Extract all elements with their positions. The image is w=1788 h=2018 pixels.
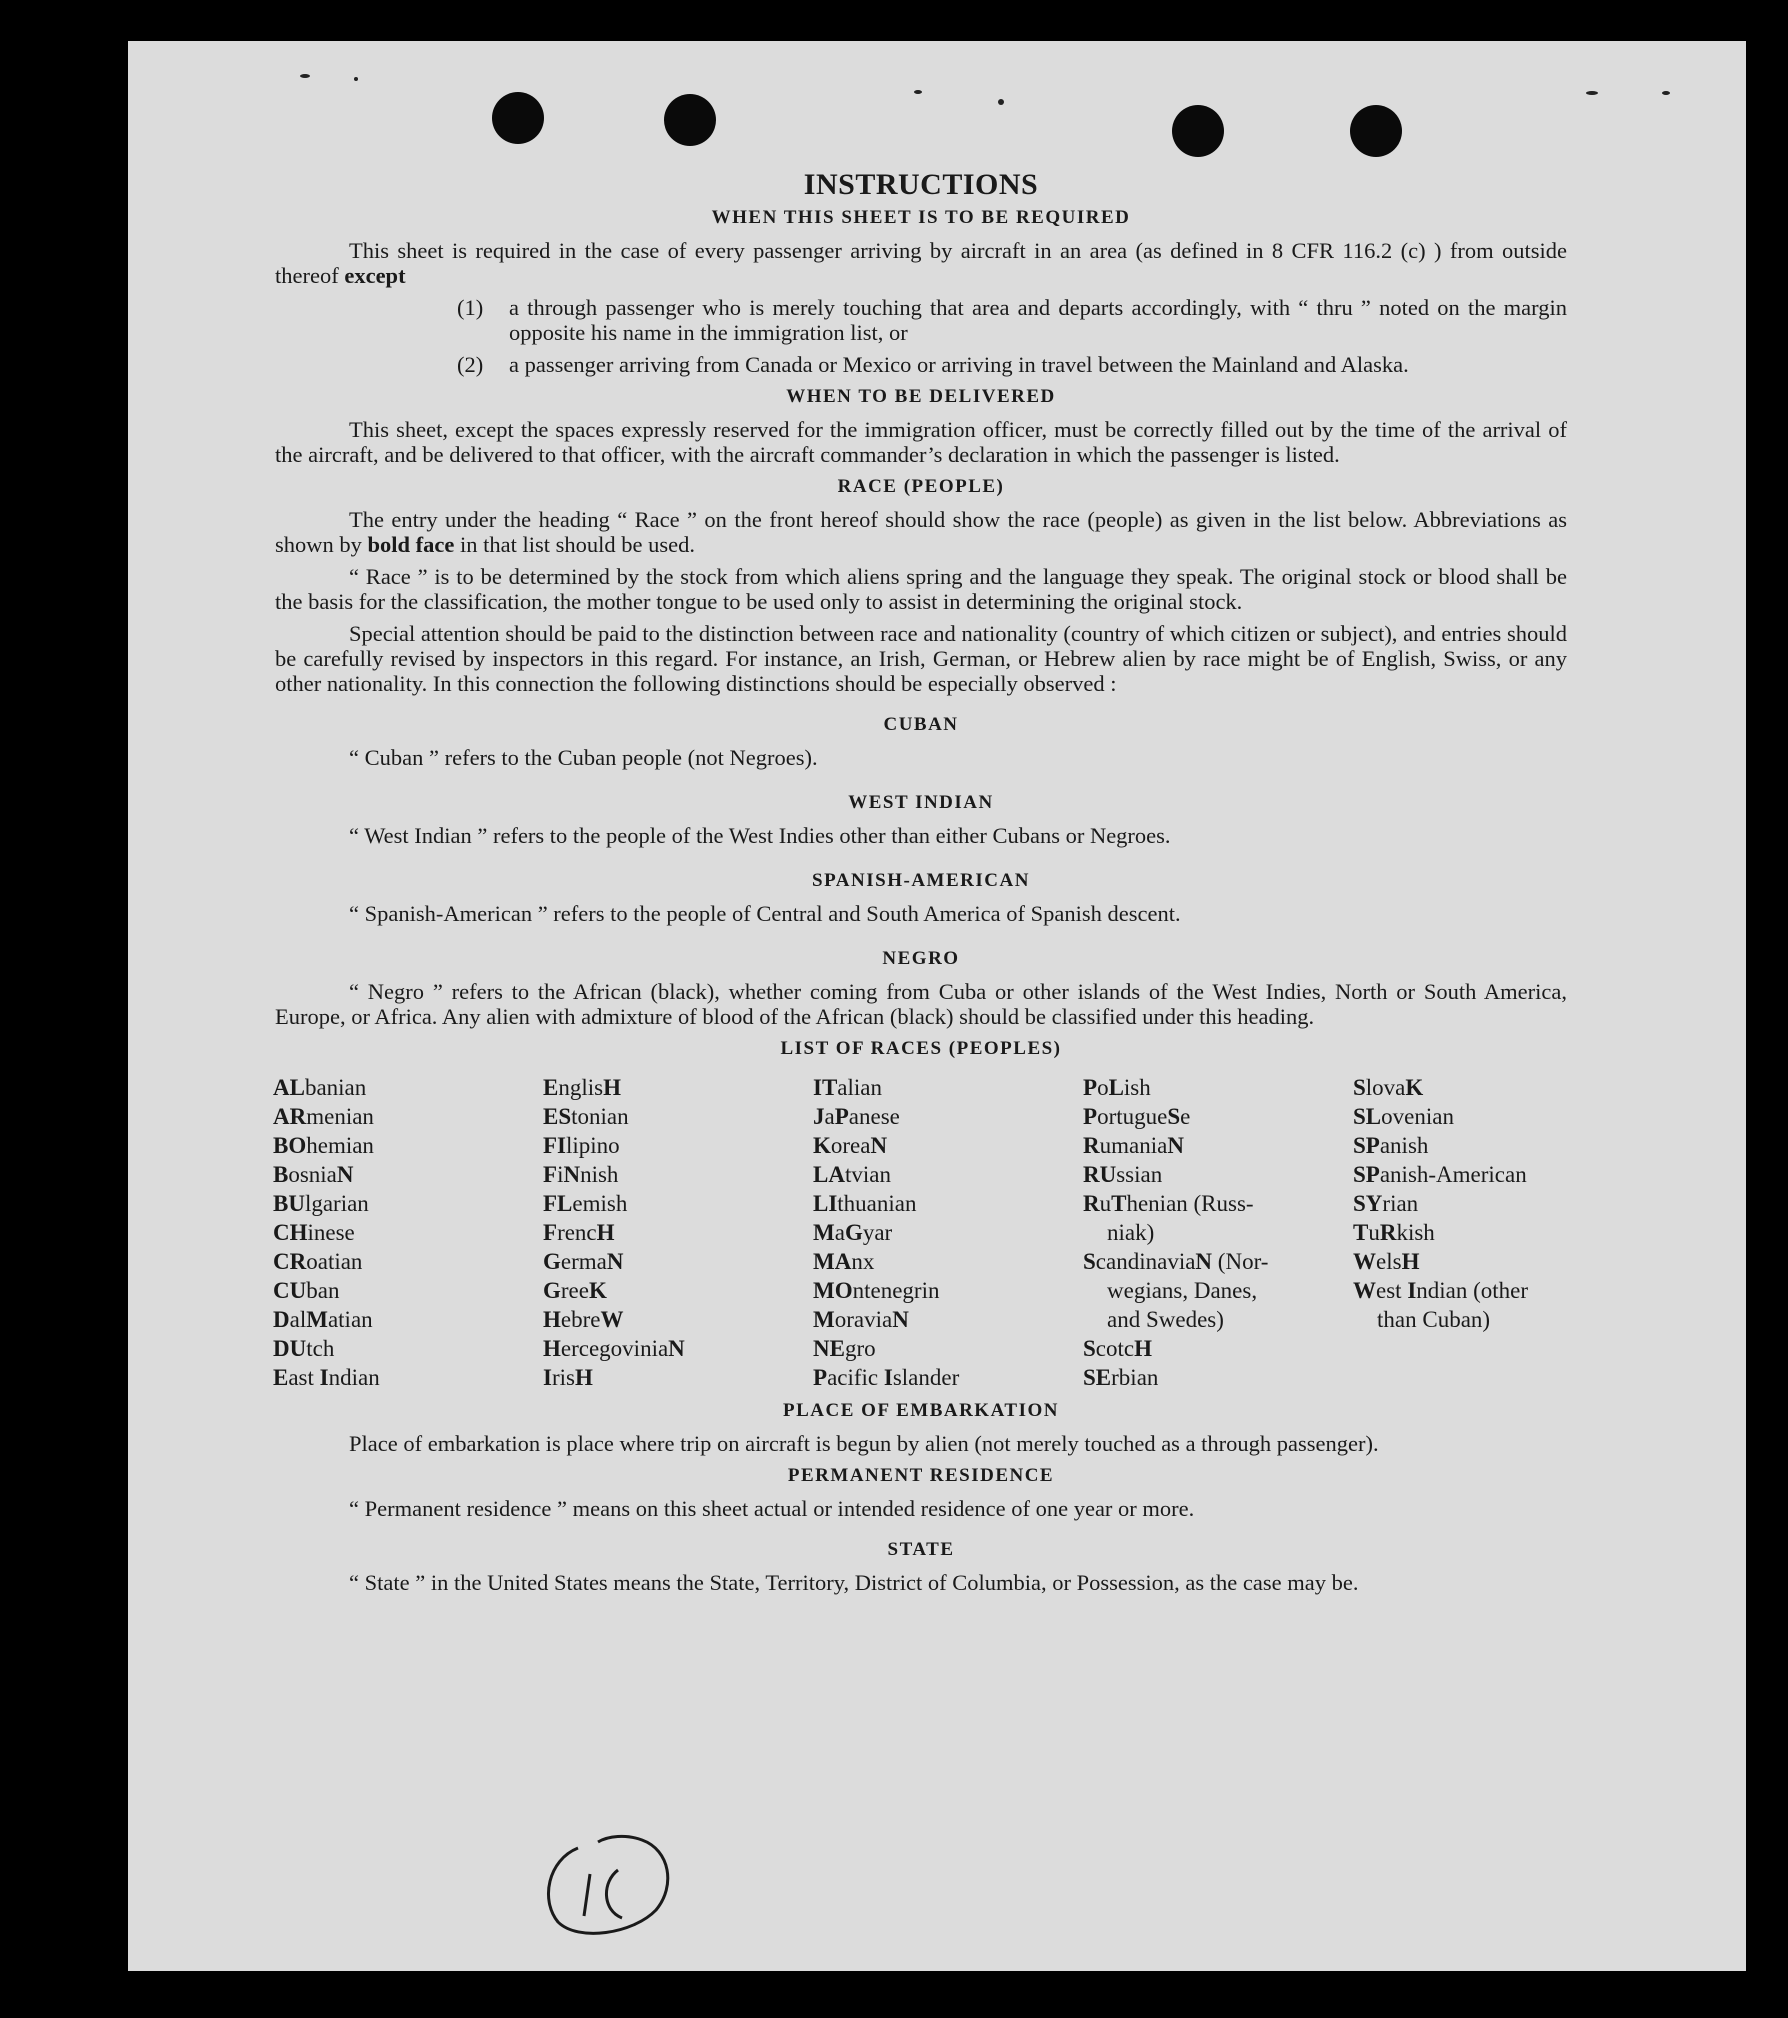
heading-race: RACE (PEOPLE) <box>837 476 1005 497</box>
ink-speck <box>1662 91 1670 95</box>
negro-text: “ Negro ” refers to the African (black), whether coming from Cuba or other islands of the West Indies, North or South America, Europe, or Africa. Any alien with admixture of blood of the African (black) should be classified under this heading. <box>275 979 1567 1029</box>
races-column <box>1353 1073 1565 1392</box>
heading-west-indian: WEST INDIAN <box>848 792 994 813</box>
races-column <box>813 1073 1083 1392</box>
west-indian-text: “ West Indian ” refers to the people of the West Indies other than either Cubans or Negroes. <box>349 823 1171 848</box>
ink-speck <box>914 90 922 94</box>
race-entry: DalMatian <box>273 1307 373 1332</box>
spanish-american-text: “ Spanish-American ” refers to the people of Central and South America of Spanish descent. <box>349 901 1181 926</box>
race-entry: Pacific Islander <box>813 1365 960 1390</box>
race-entry: PortugueSe <box>1083 1104 1191 1129</box>
race-entry: FLemish <box>543 1191 628 1216</box>
race-entry: than Cuban) <box>1377 1307 1491 1332</box>
race-entry: TuRkish <box>1353 1220 1435 1245</box>
races-column <box>1083 1073 1353 1392</box>
race-entry: MOntenegrin <box>813 1278 940 1303</box>
heading-negro: NEGRO <box>882 948 960 969</box>
race-entry: CHinese <box>273 1220 355 1245</box>
race-entry: PoLish <box>1083 1075 1151 1100</box>
state-text: “ State ” in the United States means the State, Territory, District of Columbia, or Possession, as the case may be. <box>349 1570 1359 1595</box>
race-entry: and Swedes) <box>1107 1307 1224 1332</box>
races-list <box>273 1073 1567 1392</box>
race-entry: ScotcH <box>1083 1336 1152 1361</box>
race-entry: SYrian <box>1353 1191 1419 1216</box>
race-entry: GermaN <box>543 1249 624 1274</box>
race-entry: ITalian <box>813 1075 882 1100</box>
race-entry: JaPanese <box>813 1104 900 1129</box>
ink-speck <box>998 99 1004 105</box>
race-entry: BOhemian <box>273 1133 374 1158</box>
race-entry: SErbian <box>1083 1365 1159 1390</box>
punch-hole <box>1350 105 1402 157</box>
heading-state: STATE <box>887 1539 955 1560</box>
race-entry: BUlgarian <box>273 1191 369 1216</box>
race-entry: IrisH <box>543 1365 593 1390</box>
race-entry: LAtvian <box>813 1162 891 1187</box>
race-entry: HercegoviniaN <box>543 1336 685 1361</box>
cuban-text: “ Cuban ” refers to the Cuban people (not Negroes). <box>349 745 818 770</box>
delivered-text: This sheet, except the spaces expressly reserved for the immigration officer, must be correctly filled out by the time of the arrival of the aircraft, and be delivered to that officer, with the aircraft commander’s declaration in which the passenger is listed. <box>275 417 1567 467</box>
race-paragraph-3: Special attention should be paid to the distinction between race and nationality (country of which citizen or subject), and entries should be carefully revised by inspectors in this regard. For instance, an Irish, German, or Hebrew alien by race might be of English, Swiss, or any other nationality. In this connection the following distinctions should be especially observed : <box>275 621 1567 696</box>
heading-spanish-american: SPANISH-AMERICAN <box>812 870 1030 891</box>
required-item-2: (2) a passenger arriving from Canada or Mexico or arriving in travel between the Mainland and Alaska. <box>457 352 1409 377</box>
race-entry: ScandinaviaN (Nor- <box>1083 1249 1269 1274</box>
race-entry: NEgro <box>813 1336 876 1361</box>
races-column <box>273 1073 543 1392</box>
race-entry: EnglisH <box>543 1075 621 1100</box>
race-entry: FrencH <box>543 1220 615 1245</box>
race-entry: niak) <box>1107 1220 1155 1245</box>
race-entry: ARmenian <box>273 1104 374 1129</box>
race-entry: WelsH <box>1353 1249 1420 1274</box>
required-item-1: (1) a through passenger who is merely touching that area and departs accordingly, with “ thru ” noted on the margin opposite his name in the immigration list, or <box>457 295 1567 345</box>
race-entry: LIthuanian <box>813 1191 917 1216</box>
race-entry: SlovaK <box>1353 1075 1424 1100</box>
heading-required: WHEN THIS SHEET IS TO BE REQUIRED <box>711 207 1131 228</box>
race-entry: FiNnish <box>543 1162 619 1187</box>
race-entry: ALbanian <box>273 1075 367 1100</box>
race-entry: GreeK <box>543 1278 607 1303</box>
race-entry: SPanish <box>1353 1133 1429 1158</box>
punch-hole <box>664 94 716 146</box>
race-entry: SLovenian <box>1353 1104 1454 1129</box>
race-entry: RuThenian (Russ- <box>1083 1191 1254 1216</box>
page-title: INSTRUCTIONS <box>803 168 1039 201</box>
required-intro: This sheet is required in the case of every passenger arriving by aircraft in an area (as defined in 8 CFR 116.2 (c) ) from outside thereof except <box>275 238 1567 288</box>
instructions-content <box>273 168 1567 1602</box>
race-entry: EStonian <box>543 1104 629 1129</box>
heading-cuban: CUBAN <box>883 714 959 735</box>
race-entry: KoreaN <box>813 1133 888 1158</box>
race-entry: MoraviaN <box>813 1307 909 1332</box>
race-entry: DUtch <box>273 1336 335 1361</box>
race-entry: BosniaN <box>273 1162 354 1187</box>
race-entry: FIlipino <box>543 1133 620 1158</box>
ink-speck <box>354 77 358 81</box>
heading-embarkation: PLACE OF EMBARKATION <box>783 1400 1059 1421</box>
ink-speck <box>300 74 310 78</box>
race-entry: wegians, Danes, <box>1107 1278 1258 1303</box>
ink-speck <box>1586 91 1598 95</box>
heading-residence: PERMANENT RESIDENCE <box>787 1465 1055 1486</box>
punch-hole <box>492 92 544 144</box>
heading-delivered: WHEN TO BE DELIVERED <box>786 386 1056 407</box>
race-paragraph-2: “ Race ” is to be determined by the stock from which aliens spring and the language they speak. The original stock or blood shall be the basis for the classification, the mother tongue to be used only to assist in determining the original stock. <box>275 564 1567 614</box>
race-entry: CRoatian <box>273 1249 363 1274</box>
handwritten-mark <box>538 1830 678 1948</box>
race-paragraph-1: The entry under the heading “ Race ” on the front hereof should show the race (people) as given in the list below. Abbreviations as shown by bold face in that list should be used. <box>275 507 1567 557</box>
heading-list-of-races: LIST OF RACES (PEOPLES) <box>780 1038 1062 1059</box>
race-entry: RUssian <box>1083 1162 1163 1187</box>
race-entry: MAnx <box>813 1249 875 1274</box>
embarkation-text: Place of embarkation is place where trip on aircraft is begun by alien (not merely touched as a through passenger). <box>349 1431 1379 1456</box>
race-entry: SPanish-American <box>1353 1162 1527 1187</box>
race-entry: CUban <box>273 1278 340 1303</box>
punch-hole <box>1172 105 1224 157</box>
race-entry: West Indian (other <box>1353 1278 1529 1303</box>
race-entry: HebreW <box>543 1307 624 1332</box>
race-entry: RumaniaN <box>1083 1133 1184 1158</box>
races-column <box>543 1073 813 1392</box>
race-entry: MaGyar <box>813 1220 893 1245</box>
race-entry: East Indian <box>273 1365 380 1390</box>
residence-text: “ Permanent residence ” means on this sheet actual or intended residence of one year or more. <box>349 1496 1195 1521</box>
